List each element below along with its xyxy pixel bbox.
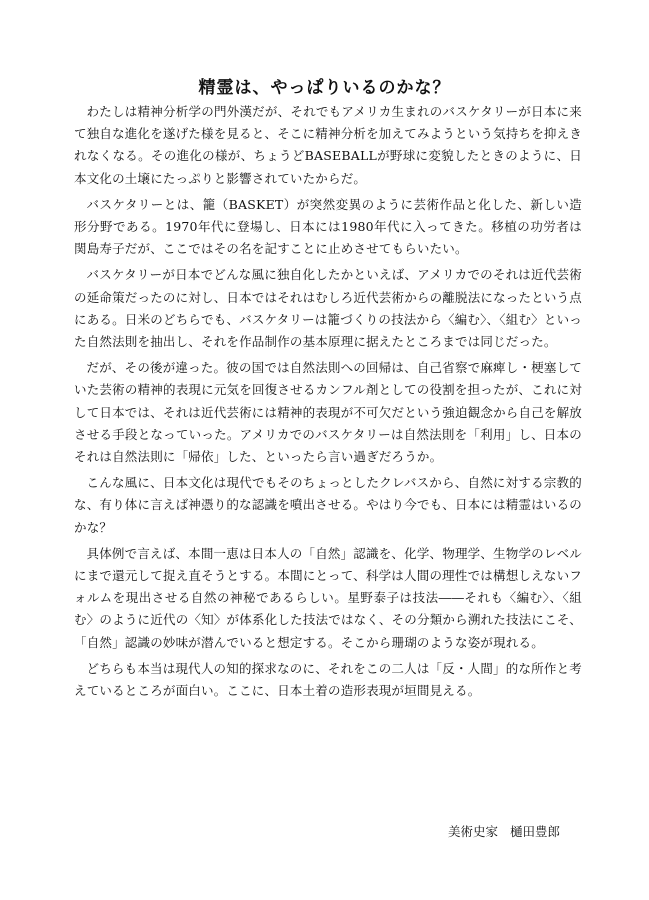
paragraph-3: バスケタリーが日本でどんな風に独自化したかといえば、アメリカでのそれは近代芸術の延命策だったのに対し、日本ではそれはむしろ近代芸術からの離脱法になったという点にある。日米のどちらでも、バスケタリーは籠づくりの技法から〈編む〉、〈組む〉といった自然法則を抽出し、それを作品制作の基本原理に据えたところまでは同じだった。 (74, 267, 583, 350)
author-signature (0, 822, 560, 840)
paragraph-7: どちらも本当は現代人の知的探求なのに、それをこの二人は「反・人間」的な所作と考えているところが面白い。ここに、日本土着の造形表現が垣間見える。 (74, 660, 582, 699)
paragraph-6: 具体例で言えば、本間一恵は日本人の「自然」認識を、化学、物理学、生物学のレベルにまで還元して捉え直そうとする。本間にとって、科学は人間の理性では構想しえないフォルムを現出させる自然の神秘であるらしい。星野泰子は技法――それも〈編む〉、〈組む〉のように近代の〈知〉が体系化した技法ではなく、その分類から溯れた技法にこそ、「自然」認識の妙味が潜んでいると想定する。そこから珊瑚のような姿が現れる。 (74, 545, 582, 650)
author-role: 美術史家 (447, 824, 498, 839)
paragraph-1: わたしは精神分析学の門外漢だが、それでもアメリカ生まれのバスケタリーが日本に来て独自な進化を遂げた様を見ると、そこに精神分析を加えてみようという気持ちを抑えきれなくなる。その進化の様が、ちょうどBASEBALLが野球に変貌したときのように、日本文化の土壌にたっぷりと影響されていたからだ。 (74, 104, 583, 186)
author-name: 樋田豊郎 (509, 824, 560, 839)
paragraph-2: バスケタリーとは、籠（BASKET）が突然変異のように芸術作品と化した、新しい造形分野である。1970年代に登場し、日本には1980年代に入ってきた。移植の功労者は関島寿子だが、ここではその名を記すことに止めさせてもらいたい。 (74, 196, 582, 257)
page-title: 精霊は、やっぱりいるのかな？ (198, 78, 451, 98)
article-body (74, 101, 582, 706)
paragraph-4: だが、その後が違った。彼の国では自然法則への回帰は、自己省察で麻痺し・梗塞していた芸術の精神的表現に元気を回復させるカンフル剤としての役割を担ったが、これに対して日本では、それは近代芸術には精神的表現が不可欠だという強迫観念から自己を解放させる手段となっていった。アメリカでのバスケタリーは自然法則を「利用」し、日本のそれは自然法則に「帰依」した、といったら言い過ぎだろうか。 (74, 360, 583, 465)
paragraph-5: こんな風に、日本文化は現代でもそのちょっとしたクレバスから、自然に対する宗教的な、有り体に言えば神憑り的な認識を噴出させる。やはり今でも、日本には精霊はいるのかな？ (74, 475, 583, 535)
